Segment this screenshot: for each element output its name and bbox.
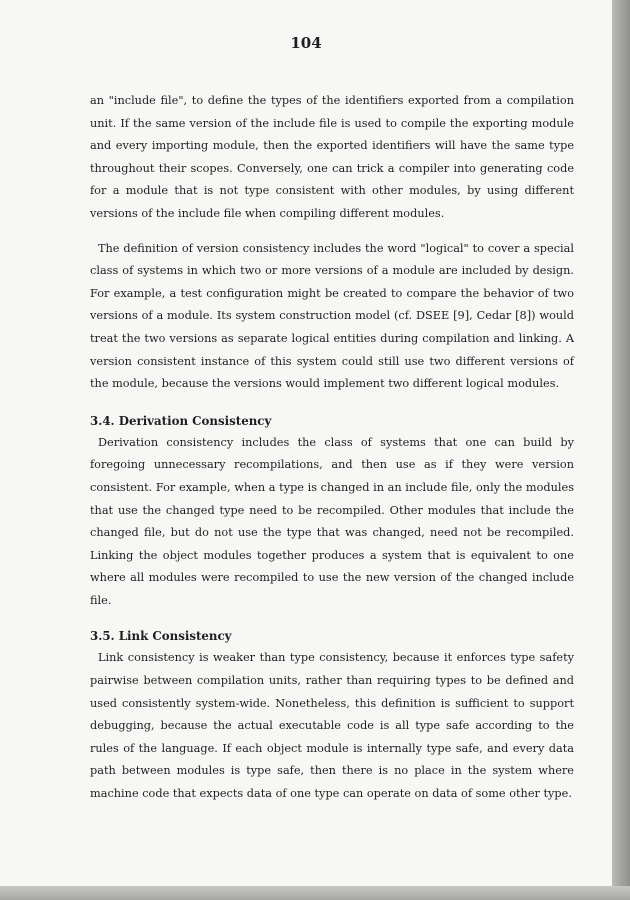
paragraph-derivation-consistency: Derivation consistency includes the class of systems that one can build by foregoing unnecessary recompilations, and then use as if they were version consistent. For example, when a type is changed in an include file, only the modules that use the changed type need to be recompiled. Other modules that include the changed file, but do not use the type that was changed, need not be recompiled. Linking the object modules together produces a system that is equivalent to one where all modules were recompiled to use the new version of the changed include file. bbox=[90, 435, 574, 607]
page-number: 104 bbox=[290, 34, 322, 52]
paragraph-version-consistency: The definition of version consistency includes the word "logical" to cover a special class of systems in which two or more versions of a module are included by design. For example, a test configuration might be created to compare the behavior of two versions of a module. Its system construction model (cf. DSEE [9], Cedar [8]) would treat the two versions as separate logical entities during compilation and linking. A version consistent instance of this system could still use two different versions of the module, because the versions would implement two different logical modules. bbox=[90, 241, 574, 391]
paragraph-include-file: an "include file", to define the types of the identifiers exported from a compilation unit. If the same version of the include file is used to compile the exporting module and every importing module, then the exported identifiers will have the same type throughout their scopes. Conversely, one can trick a compiler into generating code for a module that is not type consistent with other modules, by using different versions of the include file when compiling different modules. bbox=[90, 94, 574, 220]
section-heading-derivation-consistency: 3.4. Derivation Consistency bbox=[90, 413, 272, 428]
page-edge-shadow-bottom bbox=[0, 886, 630, 900]
paragraph-link-consistency: Link consistency is weaker than type consistency, because it enforces type safety pairwise between compilation units, rather than requiring types to be defined and used consistently system-wide. Nonetheless, this definition is sufficient to support debugging, because the actual executable code is all type safe according to the rules of the language. If each object module is internally type safe, and every data path between modules is type safe, then there is no place in the system where machine code that expects data of one type can operate on data of some other type. bbox=[90, 651, 574, 801]
section-heading-link-consistency: 3.5. Link Consistency bbox=[90, 629, 232, 644]
page-body bbox=[90, 90, 574, 806]
page-edge-shadow-right bbox=[612, 0, 630, 900]
